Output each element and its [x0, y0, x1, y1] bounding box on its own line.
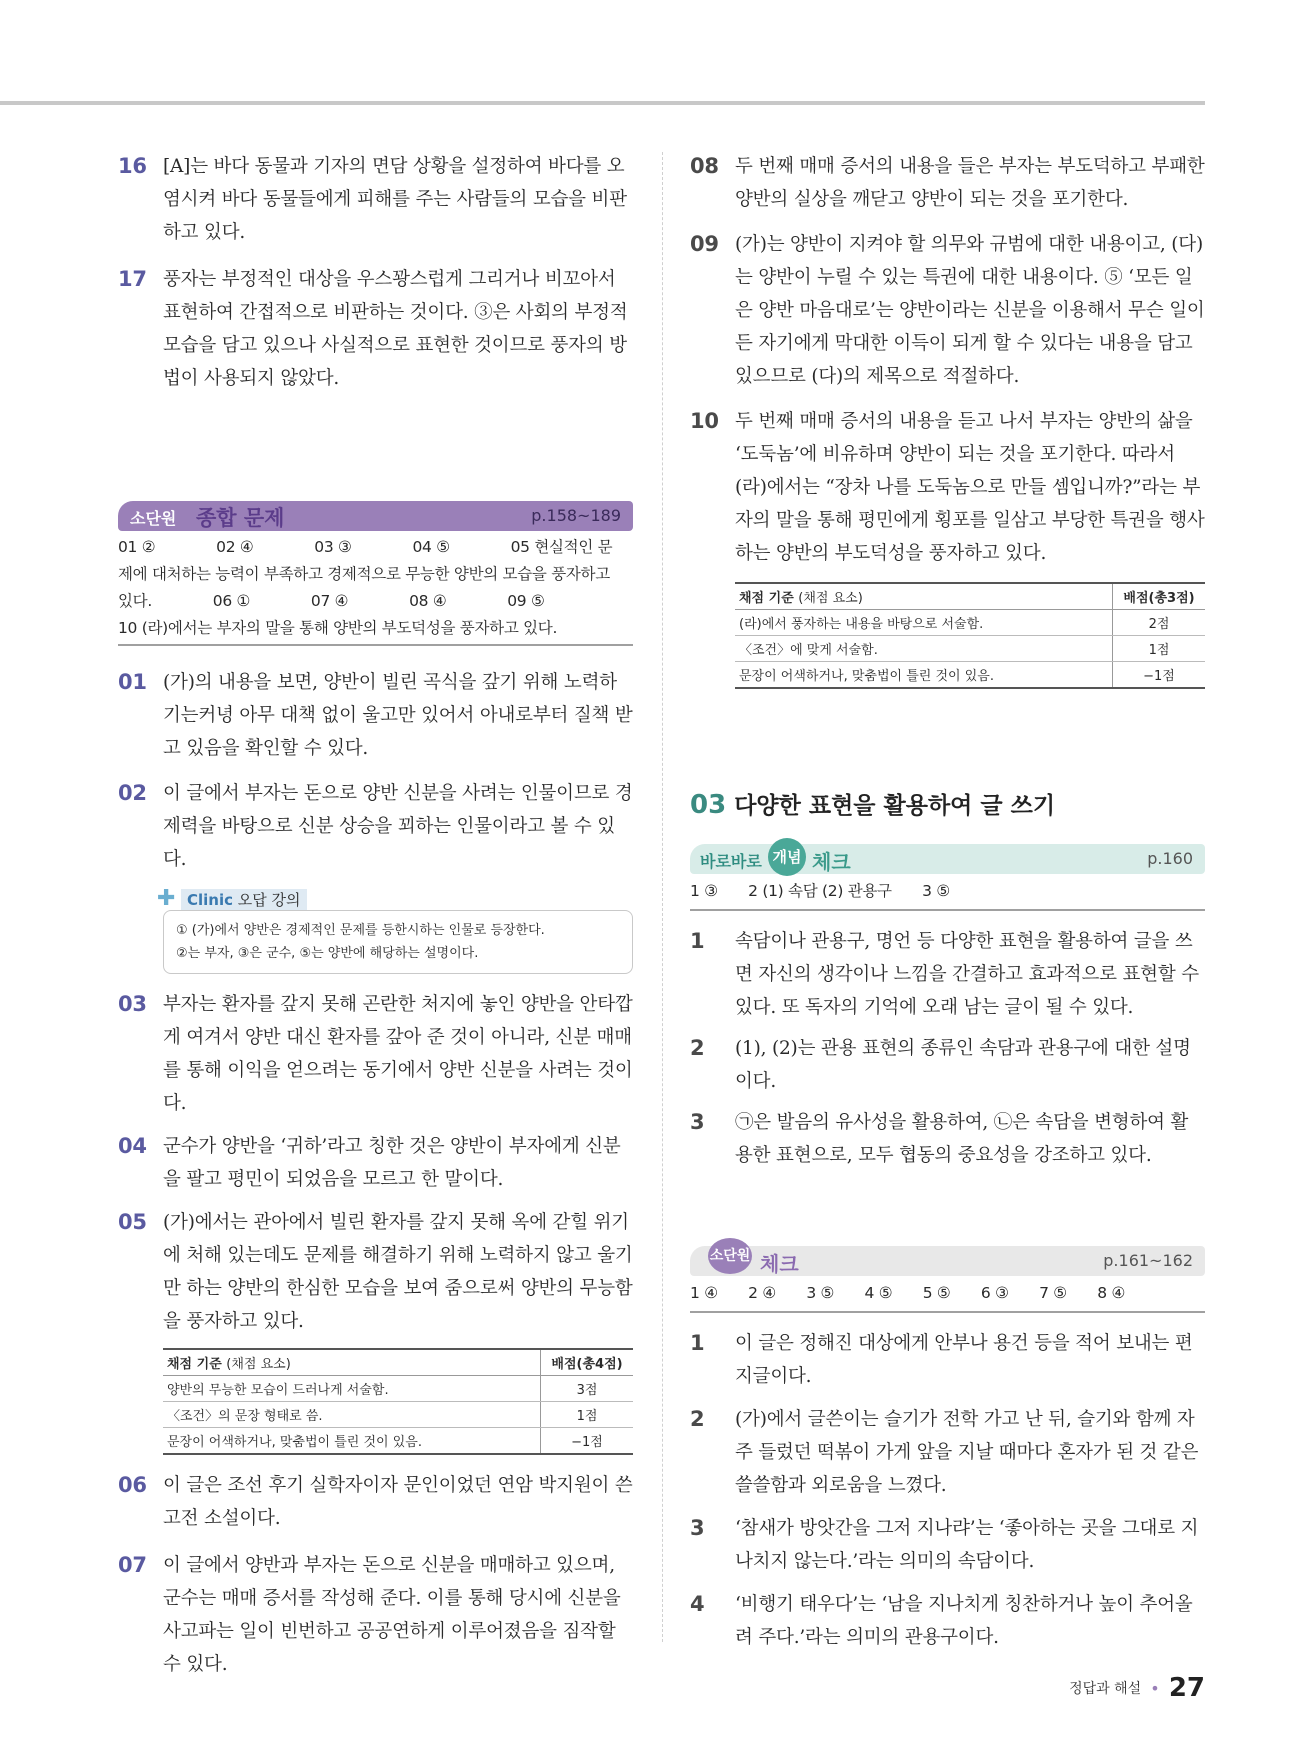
footer-label: 정답과 해설: [1069, 1681, 1142, 1697]
section-banner-check: [690, 1246, 1205, 1276]
answer-item: [690, 1106, 1205, 1172]
score-cell: −1점: [541, 1428, 634, 1455]
answer-line: 01 ② 02 ④ 03 ③ 04 ⑤ 05 현실적인 문: [118, 538, 613, 556]
answer-item: [690, 405, 1205, 570]
header-main: 채점 기준: [739, 591, 794, 606]
header-sub: (채점 요소): [798, 591, 863, 606]
item-text: (가)는 양반이 지켜야 할 의무와 규범에 대한 내용이고, (다)는 양반이 누릴 수 있는 특권에 대한 내용이다. ⑤ ‘모든 일은 양반 마음대로’는 양반이라는 신분을 이용해서 무슨 일이든 자기에게 막대한 이득이 되게 할 수 있다는 내용을 담고 있으므로 (다)의 제목으로 적절하다.: [735, 234, 1205, 387]
item-text: 두 번째 매매 증서의 내용을 들은 부자는 부도덕하고 부패한 양반의 실상을 깨닫고 양반이 되는 것을 포기한다.: [735, 156, 1205, 210]
banner-title: 종합 문제: [196, 505, 285, 530]
item-number: 09: [690, 232, 719, 256]
item-number: 4: [690, 1592, 705, 1616]
clinic-header: [157, 886, 633, 911]
answer-line: 10 (라)에서는 부자의 말을 통해 양반의 부도덕성을 풍자하고 있다.: [118, 619, 558, 637]
table-header: [735, 583, 1113, 610]
criteria-cell: (라)에서 풍자하는 내용을 바탕으로 서술함.: [735, 610, 1113, 636]
left-items-low: [118, 988, 633, 1338]
item-number: 3: [690, 1110, 705, 1134]
clinic-title: Clinic: [187, 891, 234, 909]
item-text: (가)에서 글쓴이는 슬기가 전학 가고 난 뒤, 슬기와 함께 자주 들렀던 떡볶이 가게 앞을 지날 때마다 혼자가 된 것 같은 쓸쓸함과 외로움을 느꼈다.: [735, 1409, 1199, 1496]
answer-item: [690, 1512, 1205, 1578]
section-title: 다양한 표현을 활용하여 글 쓰기: [734, 793, 1056, 819]
criteria-cell: 〈조건〉의 문장 형태로 씀.: [163, 1402, 541, 1428]
item-text: 풍자는 부정적인 대상을 우스꽝스럽게 그리거나 비꼬아서 표현하여 간접적으로 비판하는 것이다. ③은 사회의 부정적 모습을 담고 있으나 사실적으로 표현한 것이므로 풍자의 방법이 사용되지 않았다.: [163, 269, 628, 389]
plus-icon: ✚: [157, 886, 176, 911]
item-number: 17: [118, 267, 147, 291]
concept-badge: 개념: [768, 838, 806, 876]
header-sub: (채점 요소): [226, 1357, 291, 1372]
answer-item: [118, 988, 633, 1120]
page-footer: [1069, 1673, 1205, 1703]
item-text: (가)의 내용을 보면, 양반이 빌린 곡식을 갚기 위해 노력하기는커녕 아무 대책 없이 울고만 있어서 아내로부터 질책 받고 있음을 확인할 수 있다.: [163, 672, 633, 759]
answer-key: [118, 534, 633, 646]
banner-label: 소단원: [130, 509, 177, 528]
table-header-score: 배점(총4점): [541, 1349, 634, 1376]
criteria-cell: 문장이 어색하거나, 맞춤법이 틀린 것이 있음.: [735, 662, 1113, 689]
item-number: 02: [118, 781, 147, 805]
item-number: 07: [118, 1553, 147, 1577]
header-rule: [0, 101, 1205, 105]
item-text: 이 글은 정해진 대상에게 안부나 용건 등을 적어 보내는 편지글이다.: [735, 1333, 1193, 1387]
section-heading: [690, 787, 1205, 820]
item-number: 16: [118, 154, 147, 178]
answer-line: 있다. 06 ① 07 ④ 08 ④ 09 ⑤: [118, 592, 545, 610]
right-items-mid: [690, 925, 1205, 1172]
item-number: 1: [690, 929, 705, 953]
left-items-top: [118, 150, 633, 395]
item-number: 01: [118, 670, 147, 694]
clinic-subtitle: 오답 강의: [237, 891, 301, 909]
table-row: [735, 636, 1205, 662]
item-text: 두 번째 매매 증서의 내용을 듣고 나서 부자는 양반의 삶을 ‘도둑놈’에 비유하며 양반이 되는 것을 포기한다. 따라서 (라)에서는 “장차 나를 도둑놈으로 만들 셈입니까?”라는 부자의 말을 통해 평민에게 횡포를 일삼고 부당한 특권을 행사하는 양반의 부도덕성을 풍자하고 있다.: [735, 411, 1205, 564]
answer-item: [118, 777, 633, 876]
item-text: [A]는 바다 동물과 기자의 면담 상황을 설정하여 바다를 오염시켜 바다 동물들에게 피해를 주는 사람들의 모습을 비판하고 있다.: [163, 156, 627, 243]
banner-title: 체크: [812, 850, 851, 874]
answer-item: [118, 1206, 633, 1338]
answer-item: [118, 666, 633, 765]
item-number: 10: [690, 409, 719, 433]
section-banner-comprehensive: [118, 501, 633, 531]
item-text: (1), (2)는 관용 표현의 종류인 속담과 관용구에 대한 설명이다.: [735, 1038, 1191, 1092]
left-items-end: [118, 1469, 633, 1681]
table-header: [163, 1349, 541, 1376]
answer-line: 제에 대처하는 능력이 부족하고 경제적으로 무능한 양반의 모습을 풍자하고: [118, 565, 610, 583]
item-text: 이 글에서 부자는 돈으로 양반 신분을 사려는 인물이므로 경제력을 바탕으로 신분 상승을 꾀하는 인물이라고 볼 수 있다.: [163, 783, 633, 870]
criteria-cell: 문장이 어색하거나, 맞춤법이 틀린 것이 있음.: [163, 1428, 541, 1455]
item-number: 08: [690, 154, 719, 178]
answer-item: [118, 1549, 633, 1681]
answer-item: [690, 925, 1205, 1024]
answer-item: [118, 263, 633, 395]
answer-key: 1 ④ 2 ④ 3 ⑤ 4 ⑤ 5 ⑤ 6 ③ 7 ⑤ 8 ④: [690, 1280, 1205, 1313]
score-cell: 3점: [541, 1376, 634, 1402]
item-text: 이 글에서 양반과 부자는 돈으로 신분을 매매하고 있으며, 군수는 매매 증서를 작성해 준다. 이를 통해 당시에 신분을 사고파는 일이 빈번하고 공공연하게 이루어졌음을 짐작할 수 있다.: [163, 1555, 621, 1675]
scoring-table-1: [163, 1348, 633, 1455]
score-cell: 2점: [1113, 610, 1206, 636]
answer-item: [118, 150, 633, 249]
item-text: 군수가 양반을 ‘귀하’라고 칭한 것은 양반이 부자에게 신분을 팔고 평민이 되었음을 모르고 한 말이다.: [163, 1136, 621, 1190]
item-number: 06: [118, 1473, 147, 1497]
banner-page: p.160: [1147, 849, 1193, 868]
item-text: ‘비행기 태우다’는 ‘남을 지나치게 칭찬하거나 높이 추어올려 주다.’라는 의미의 관용구이다.: [735, 1594, 1193, 1648]
table-row: [735, 662, 1205, 689]
answer-key: 1 ③ 2 (1) 속담 (2) 관용구 3 ⑤: [690, 878, 1205, 911]
answer-item: [118, 1130, 633, 1196]
table-row: [163, 1428, 633, 1455]
clinic-line: ②는 부자, ③은 군수, ⑤는 양반에 해당하는 설명이다.: [176, 946, 479, 961]
item-text: ㉠은 발음의 유사성을 활용하여, ㉡은 속담을 변형하여 활용한 표현으로, 모두 협동의 중요성을 강조하고 있다.: [735, 1112, 1189, 1166]
right-column: [690, 150, 1205, 1664]
item-number: 3: [690, 1516, 705, 1540]
clinic-line: ① (가)에서 양반은 경제적인 문제를 등한시하는 인물로 등장한다.: [176, 923, 545, 938]
answer-item: [690, 1403, 1205, 1502]
table-row: [163, 1402, 633, 1428]
answer-item: [690, 1032, 1205, 1098]
item-text: 속담이나 관용구, 명언 등 다양한 표현을 활용하여 글을 쓰면 자신의 생각이나 느낌을 간결하고 효과적으로 표현할 수 있다. 또 독자의 기억에 오래 남는 글이 될 수 있다.: [735, 931, 1199, 1018]
clinic-box: [157, 886, 633, 974]
clinic-tag: [181, 889, 307, 910]
item-text: 부자는 환자를 갚지 못해 곤란한 처지에 놓인 양반을 안타깝게 여겨서 양반 대신 환자를 갚아 준 것이 아니라, 신분 매매를 통해 이익을 얻으려는 동기에서 양반 신분을 사려는 것이다.: [163, 994, 633, 1114]
page-number: 27: [1168, 1673, 1205, 1703]
item-number: 2: [690, 1036, 705, 1060]
subunit-badge: 소단원: [708, 1238, 752, 1274]
score-cell: 1점: [1113, 636, 1206, 662]
clinic-content: [163, 910, 633, 974]
criteria-cell: 양반의 무능한 모습이 드러나게 서술함.: [163, 1376, 541, 1402]
scoring-table-2: [735, 582, 1205, 689]
banner-page: p.158~189: [531, 506, 621, 525]
item-number: 04: [118, 1134, 147, 1158]
item-text: (가)에서는 관아에서 빌린 환자를 갚지 못해 옥에 갇힐 위기에 처해 있는데도 문제를 해결하기 위해 노력하지 않고 울기만 하는 양반의 한심한 모습을 보여 줌으로써 양반의 무능함을 풍자하고 있다.: [163, 1212, 633, 1332]
score-cell: −1점: [1113, 662, 1206, 689]
table-header-score: 배점(총3점): [1113, 583, 1206, 610]
answer-item: [118, 1469, 633, 1535]
section-number: 03: [690, 790, 727, 820]
item-number: 05: [118, 1210, 147, 1234]
answer-item: [690, 1327, 1205, 1393]
section-banner-concept: [690, 844, 1205, 874]
left-column: [118, 150, 633, 1695]
column-divider: [662, 152, 663, 1642]
item-text: ‘참새가 방앗간을 그저 지나랴’는 ‘좋아하는 곳을 그대로 지나치지 않는다.’라는 의미의 속담이다.: [735, 1518, 1199, 1572]
table-row: [735, 610, 1205, 636]
score-cell: 1점: [541, 1402, 634, 1428]
answer-item: [690, 1588, 1205, 1654]
right-items-end: [690, 1327, 1205, 1654]
item-number: 03: [118, 992, 147, 1016]
item-number: 1: [690, 1331, 705, 1355]
footer-bullet: •: [1150, 1678, 1160, 1698]
left-items-mid: [118, 666, 633, 876]
criteria-cell: 〈조건〉에 맞게 서술함.: [735, 636, 1113, 662]
answer-item: [690, 150, 1205, 216]
item-text: 이 글은 조선 후기 실학자이자 문인이었던 연암 박지원이 쓴 고전 소설이다.: [163, 1475, 633, 1529]
banner-page: p.161~162: [1103, 1251, 1193, 1270]
banner-title: 체크: [760, 1252, 799, 1276]
banner-label: 바로바로: [700, 852, 762, 871]
table-row: [163, 1376, 633, 1402]
answer-item: [690, 228, 1205, 393]
header-main: 채점 기준: [167, 1357, 222, 1372]
item-number: 2: [690, 1407, 705, 1431]
right-items-top: [690, 150, 1205, 570]
